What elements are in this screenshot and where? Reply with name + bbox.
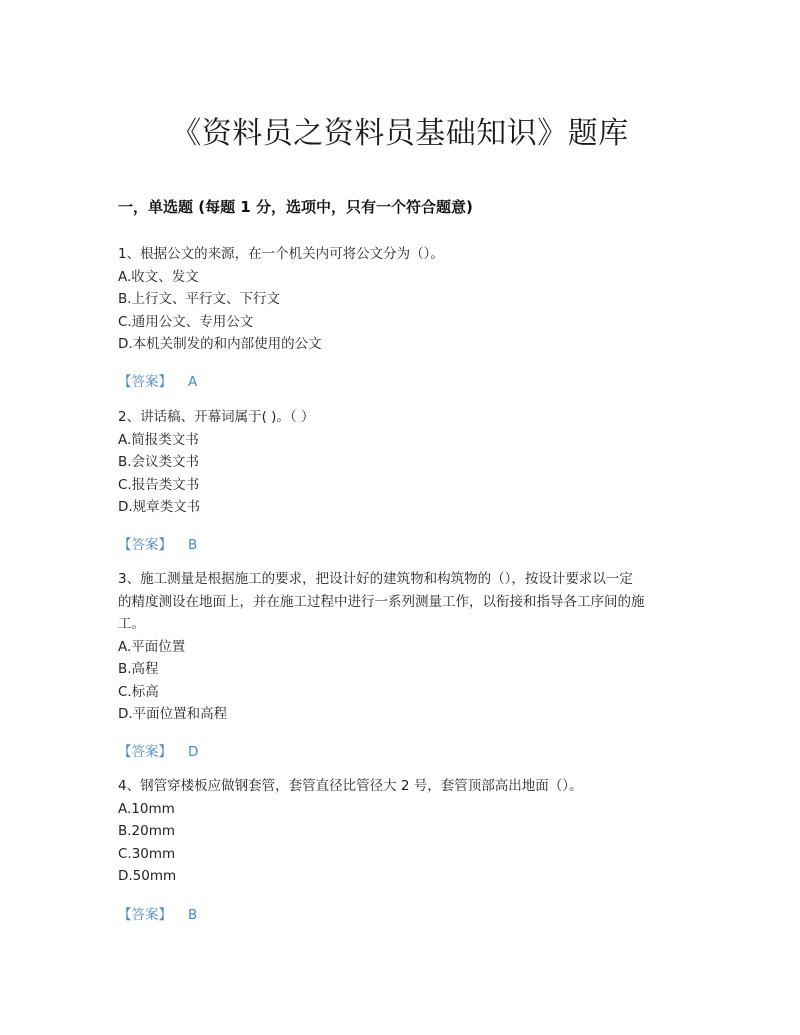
question-stem-line: 工。 [118, 616, 145, 632]
option-c: C.报告类文书 [118, 476, 200, 493]
answer-4 [118, 903, 197, 923]
answer-label: 【答案】 [118, 744, 172, 760]
question-3 [118, 568, 693, 726]
answer-1 [118, 370, 197, 390]
question-stem-line: 3、施工测量是根据施工的要求，把设计好的建筑物和构筑物的（），按设计要求以一定 [118, 571, 633, 587]
answer-2 [118, 533, 197, 553]
section-heading: 一，单选题 (每题 1 分，选项中，只有一个符合题意) [118, 198, 473, 216]
answer-label: 【答案】 [118, 907, 172, 923]
option-d: D.本机关制发的和内部使用的公文 [118, 336, 322, 352]
option-a: A.10mm [118, 800, 175, 817]
option-d: D.50mm [118, 868, 177, 884]
answer-value: A [188, 374, 198, 390]
option-d: D.平面位置和高程 [118, 706, 228, 722]
option-a: A.简报类文书 [118, 431, 199, 448]
answer-value: B [188, 537, 198, 553]
option-c: C.30mm [118, 845, 176, 862]
answer-label: 【答案】 [118, 374, 172, 390]
question-stem: 2、讲话稿、开幕词属于( )。（ ） [118, 409, 315, 425]
option-b: B.会议类文书 [118, 454, 200, 470]
question-stem-line: 的精度测设在地面上，并在施工过程中进行一系列测量工作，以衔接和指导各工序间的施 [118, 593, 645, 610]
option-b: B.高程 [118, 661, 159, 677]
option-a: A.收文、发文 [118, 268, 199, 285]
question-1 [118, 243, 693, 356]
question-stem: 1、根据公文的来源，在一个机关内可将公文分为（）。 [118, 246, 444, 262]
option-b: B.20mm [118, 823, 176, 839]
answer-label: 【答案】 [118, 537, 172, 553]
question-2 [118, 406, 693, 519]
option-c: C.标高 [118, 683, 159, 700]
option-b: B.上行文、平行文、下行文 [118, 291, 281, 307]
option-a: A.平面位置 [118, 638, 186, 655]
option-d: D.规章类文书 [118, 499, 201, 515]
answer-value: D [188, 744, 199, 760]
page-title: 《资料员之资料员基础知识》题库 [171, 116, 629, 151]
answer-3 [118, 740, 198, 760]
answer-value: B [188, 907, 198, 923]
question-stem: 4、钢管穿楼板应做钢套管，套管直径比管径大 2 号，套管顶部高出地面（）。 [118, 778, 583, 794]
option-c: C.通用公文、专用公文 [118, 313, 254, 330]
question-4 [118, 775, 693, 888]
